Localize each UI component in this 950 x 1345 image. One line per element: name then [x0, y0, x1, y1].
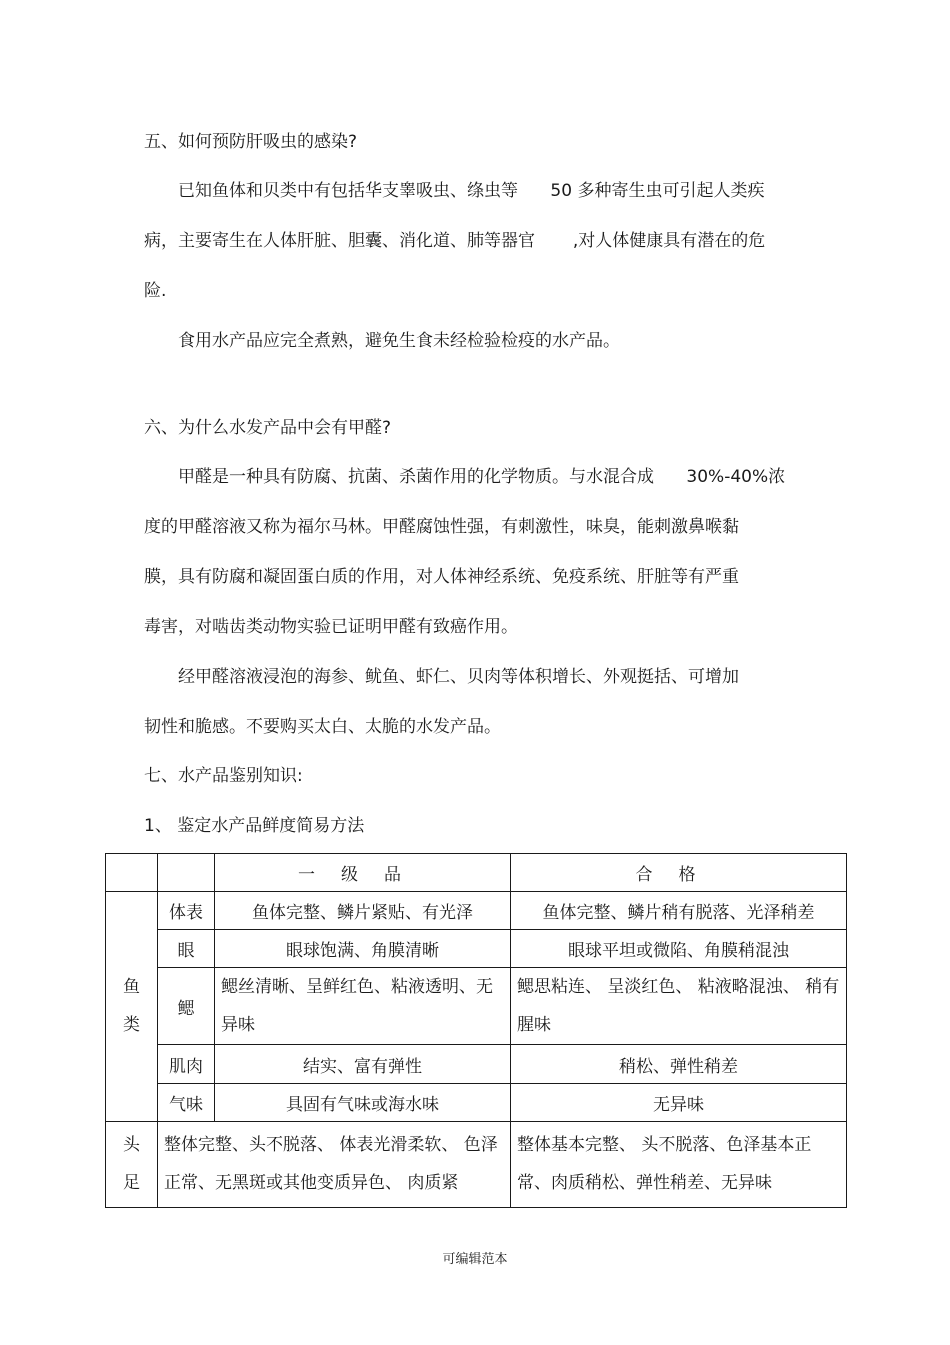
- grade1-cell: 具固有气味或海水味: [215, 1083, 511, 1121]
- section6-para1-line3: 膜，具有防腐和凝固蛋白质的作用，对人体神经系统、免疫系统、肝脏等有严重: [144, 567, 739, 587]
- pass-cell: 无异味: [511, 1083, 847, 1121]
- section5-para1-line1: 已知鱼体和贝类中有包括华支睾吸虫、绦虫等 50 多种寄生虫可引起人类疾: [178, 181, 765, 201]
- page-footer: 可编辑范本: [442, 1252, 508, 1267]
- head-foot-category-label: 头足: [106, 1121, 158, 1207]
- item-label: 体表: [158, 892, 215, 930]
- table-row: [106, 968, 847, 1045]
- table-row: [106, 1083, 847, 1121]
- pass-cell: 鱼体完整、鳞片稍有脱落、光泽稍差: [511, 892, 847, 930]
- section5-para2: 食用水产品应完全煮熟，避免生食未经检验检疫的水产品。: [178, 331, 620, 351]
- section5-heading: 五、如何预防肝吸虫的感染?: [144, 132, 358, 152]
- grade1-cell: 鱼体完整、鳞片紧贴、有光泽: [215, 892, 511, 930]
- grade1-cell: 鳃丝清晰、呈鲜红色、粘液透明、无异味: [215, 968, 511, 1045]
- section6-para2-line2: 韧性和脆感。不要购买太白、太脆的水发产品。: [144, 717, 501, 737]
- pass-cell: 鳃思粘连、 呈淡红色、 粘液略混浊、 稍有腥味: [511, 968, 847, 1045]
- pass-cell: 整体基本完整、 头不脱落、色泽基本正常、肉质稍松、弹性稍差、无异味: [511, 1121, 847, 1207]
- table-row: [106, 1045, 847, 1083]
- pass-cell: 稍松、弹性稍差: [511, 1045, 847, 1083]
- header-grade1: 一级品: [215, 854, 511, 892]
- table-header-row: [106, 854, 847, 892]
- section6-para1-line4: 毒害，对啮齿类动物实验已证明甲醛有致癌作用。: [144, 617, 518, 637]
- section6-para2-line1: 经甲醛溶液浸泡的海参、鱿鱼、虾仁、贝肉等体积增长、外观挺括、可增加: [178, 667, 739, 687]
- grade1-cell: 结实、富有弹性: [215, 1045, 511, 1083]
- section6-para1-line2: 度的甲醛溶液又称为福尔马林。甲醛腐蚀性强，有刺激性，味臭，能刺激鼻喉黏: [144, 517, 739, 537]
- section7-sub1: 1、 鉴定水产品鲜度简易方法: [144, 816, 365, 836]
- grade1-cell: 整体完整、头不脱落、 体表光滑柔软、 色泽正常、无黑斑或其他变质异色、 肉质紧: [158, 1121, 511, 1207]
- table-row: [106, 1121, 847, 1207]
- section5-para1-line2: 病，主要寄生在人体肝脏、胆囊、消化道、肺等器官 ,对人体健康具有潜在的危: [144, 231, 766, 251]
- freshness-table: [105, 853, 847, 1208]
- header-cell-empty: [106, 854, 158, 892]
- section7-heading: 七、水产品鉴别知识:: [144, 766, 303, 786]
- fish-category-label: 鱼类: [106, 892, 158, 1122]
- section5-para1-line3: 险.: [144, 281, 167, 301]
- item-label: 肌肉: [158, 1045, 215, 1083]
- section6-heading: 六、为什么水发产品中会有甲醛?: [144, 418, 392, 438]
- table-row: [106, 930, 847, 968]
- item-label: 气味: [158, 1083, 215, 1121]
- section6-para1-line1: 甲醛是一种具有防腐、抗菌、杀菌作用的化学物质。与水混合成 30%-40%浓: [178, 467, 786, 487]
- header-pass: 合格: [511, 854, 847, 892]
- item-label: 眼: [158, 930, 215, 968]
- item-label: 鳃: [158, 968, 215, 1045]
- table-row: [106, 892, 847, 930]
- grade1-cell: 眼球饱满、角膜清晰: [215, 930, 511, 968]
- pass-cell: 眼球平坦或微陷、角膜稍混浊: [511, 930, 847, 968]
- header-cell-empty: [158, 854, 215, 892]
